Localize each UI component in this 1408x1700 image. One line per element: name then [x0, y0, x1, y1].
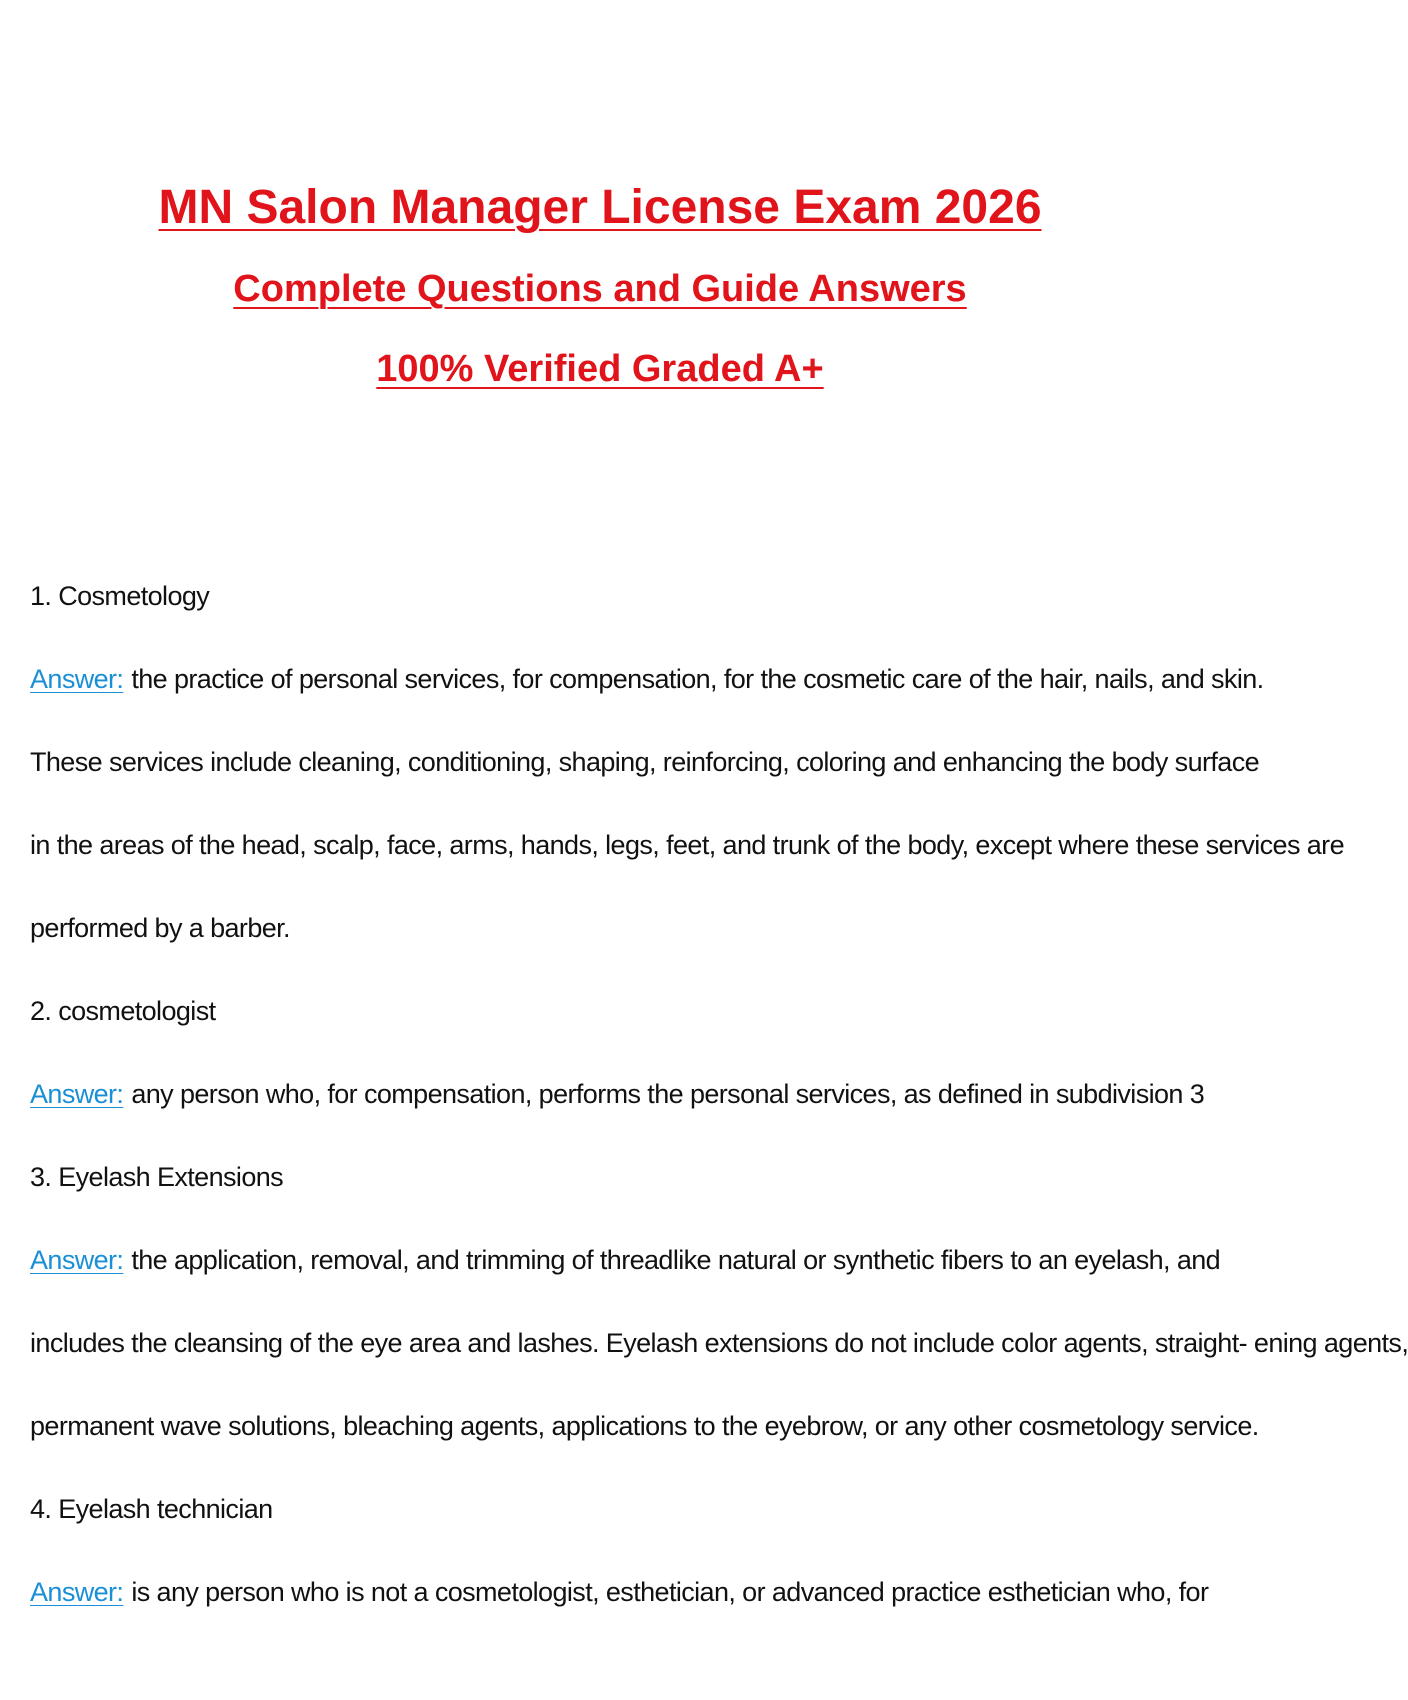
answer-label: Answer:	[30, 1577, 124, 1607]
answer-1-line-3: in the areas of the head, scalp, face, arms, hands, legs, feet, and trunk of the body, except where these services are	[30, 830, 1344, 860]
question-4: 4. Eyelash technician	[30, 1494, 273, 1524]
answer-label: Answer:	[30, 1245, 124, 1275]
answer-label: Answer:	[30, 664, 124, 694]
answer-text: is any person who is not a cosmetologist, esthetician, or advanced practice esthetician who, for	[131, 1577, 1209, 1607]
answer-text: the application, removal, and trimming of threadlike natural or synthetic fibers to an eyelash, and	[131, 1245, 1221, 1275]
document-title: MN Salon Manager License Exam 2026	[158, 181, 1042, 234]
answer-label: Answer:	[30, 1079, 124, 1109]
qa-item-1	[30, 555, 1344, 970]
qa-item-4	[30, 1468, 1209, 1634]
answer-4-line-1	[30, 1551, 1209, 1634]
qa-item-2	[30, 970, 1205, 1136]
document-subtitle: Complete Questions and Guide Answers	[233, 267, 967, 310]
answer-3-line-3: permanent wave solutions, bleaching agents, applications to the eyebrow, or any other cosmetology service.	[30, 1411, 1259, 1441]
answer-text: any person who, for compensation, performs the personal services, as defined in subdivision 3	[131, 1079, 1205, 1109]
answer-2-line-1	[30, 1053, 1205, 1136]
answer-1-line-1	[30, 638, 1264, 721]
question-1: 1. Cosmetology	[30, 581, 210, 611]
title-block	[0, 182, 1200, 390]
answer-3-line-2: includes the cleansing of the eye area and lashes. Eyelash extensions do not include color agents, straight- ening agents,	[30, 1328, 1408, 1358]
question-3: 3. Eyelash Extensions	[30, 1162, 284, 1192]
qa-content	[30, 555, 1408, 1634]
answer-1-line-2: These services include cleaning, conditioning, shaping, reinforcing, coloring and enhancing the body surface	[30, 747, 1260, 777]
document-grade: 100% Verified Graded A+	[376, 347, 824, 390]
answer-text: the practice of personal services, for compensation, for the cosmetic care of the hair, nails, and skin.	[131, 664, 1264, 694]
question-2: 2. cosmetologist	[30, 996, 216, 1026]
answer-1-line-4: performed by a barber.	[30, 913, 290, 943]
qa-item-3	[30, 1136, 1408, 1468]
answer-3-line-1	[30, 1219, 1221, 1302]
